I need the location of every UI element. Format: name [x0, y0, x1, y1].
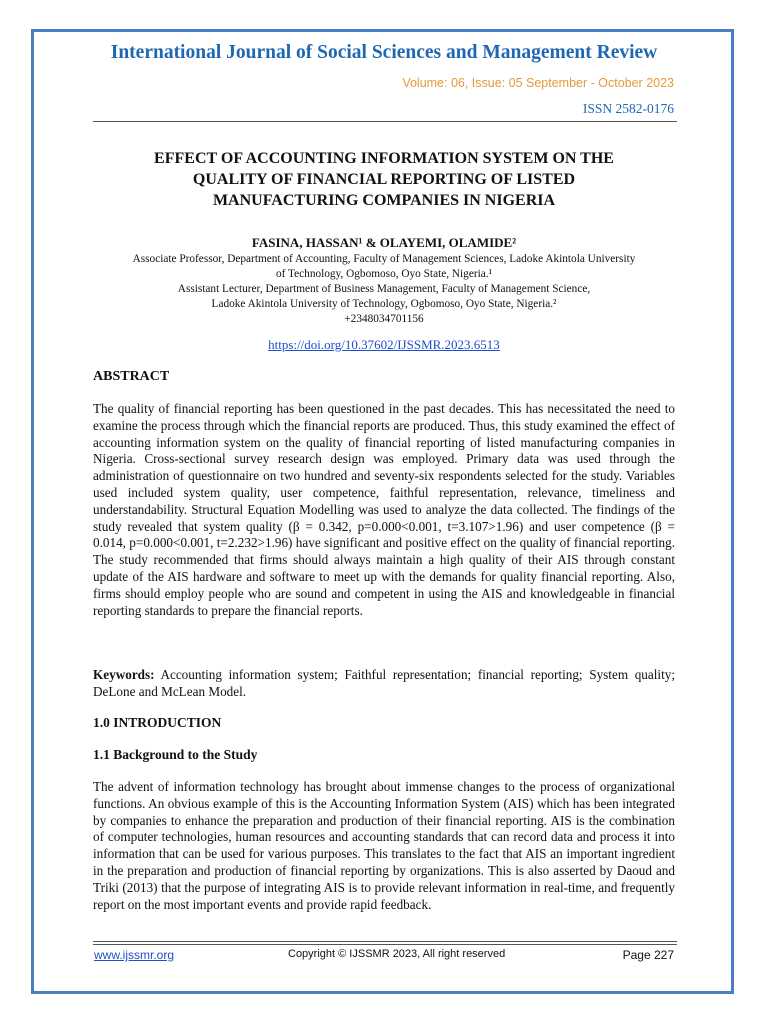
doi [93, 337, 675, 353]
affiliations [93, 252, 675, 327]
introduction-body: The advent of information technology has brought about immense changes to the process of organizational functions. An obvious example of this is the Accounting Information System (AIS) which has been integrated by companies to enhance the preparation and production of their financial reporting. AIS is the combination of computer technologies, human resources and accounting standards that can record data and process it into information that can be used for various purposes. This translates to the fact that AIS an important ingredient in the preparation and production of financial reporting by organizations. This is also asserted by Daoud and Triki (2013) that the purpose of integrating AIS is to provide relevant information in real-time, and frequently report on the most important events and provide rapid feedback. [93, 779, 675, 912]
abstract-body: The quality of financial reporting has been questioned in the past decades. This has necessitated the need to examine the process through which the financial reports are produced. Thus, this study examined the effect of accounting information system on the quality of financial reporting of listed manufacturing companies in Nigeria. Cross-sectional survey research design was employed. Primary data was used through the administration of questionnaire on two hundred and seventy-six respondents selected for the study. Variables used included system quality, user competence, faithful representation, relevance, timeliness and understandability. Structural Equation Modelling was used to analyze the data collected. The findings of the study revealed that system quality (β = 0.342, p=0.000<0.001, t=3.107>1.96) and user competence (β = 0.014, p=0.000<0.001, t=2.232>1.96) have significant and positive effect on the quality of financial reporting. The study recommended that firms should always maintain a high quality of their AIS through constant update of the AIS hardware and software to meet up with the demands for quality financial reporting. Also, firms should employ people who are sound and competent in using the AIS and knowledgeable in financial reporting standards to prepare the financial reports. [93, 401, 675, 618]
paper-title-line: QUALITY OF FINANCIAL REPORTING OF LISTED [192, 171, 576, 188]
introduction-heading: 1.0 INTRODUCTION [93, 715, 222, 730]
affiliation-line: Associate Professor, Department of Accounting, Faculty of Management Sciences, Ladoke Akintola University [132, 253, 636, 265]
page-number: Page 227 [622, 948, 674, 962]
paper-title [93, 148, 675, 211]
journal-title: International Journal of Social Sciences and Management Review [110, 42, 658, 63]
footer-divider-secondary [93, 944, 677, 945]
footer-website-link[interactable]: www.ijssmr.org [94, 948, 175, 962]
keywords-text: Accounting information system; Faithful representation; financial reporting; System quality; DeLone and McLean Model. [93, 667, 675, 699]
issn: ISSN 2582-0176 [582, 101, 674, 116]
background-subheading: 1.1 Background to the Study [93, 747, 258, 762]
authors: FASINA, HASSAN¹ & OLAYEMI, OLAMIDE² [251, 235, 517, 250]
header-divider [93, 121, 677, 122]
footer-divider [93, 941, 677, 942]
phone-number: +2348034701156 [344, 313, 424, 325]
abstract-heading: ABSTRACT [93, 369, 170, 384]
paper-title-line: MANUFACTURING COMPANIES IN NIGERIA [212, 192, 556, 209]
affiliation-line: of Technology, Ogbomoso, Oyo State, Nigeria.¹ [276, 268, 492, 280]
affiliation-line: Ladoke Akintola University of Technology, Ogbomoso, Oyo State, Nigeria.² [211, 298, 557, 310]
issue-info: Volume: 06, Issue: 05 September - October 2023 [402, 76, 674, 90]
affiliation-line: Assistant Lecturer, Department of Business Management, Faculty of Management Science, [177, 283, 591, 295]
keywords [93, 667, 675, 701]
paper-title-line: EFFECT OF ACCOUNTING INFORMATION SYSTEM ON THE [154, 150, 614, 167]
keywords-label: Keywords: [93, 667, 155, 682]
footer-copyright: Copyright © IJSSMR 2023, All right reserved [288, 948, 506, 960]
doi-link[interactable]: https://doi.org/10.37602/IJSSMR.2023.6513 [268, 337, 500, 352]
